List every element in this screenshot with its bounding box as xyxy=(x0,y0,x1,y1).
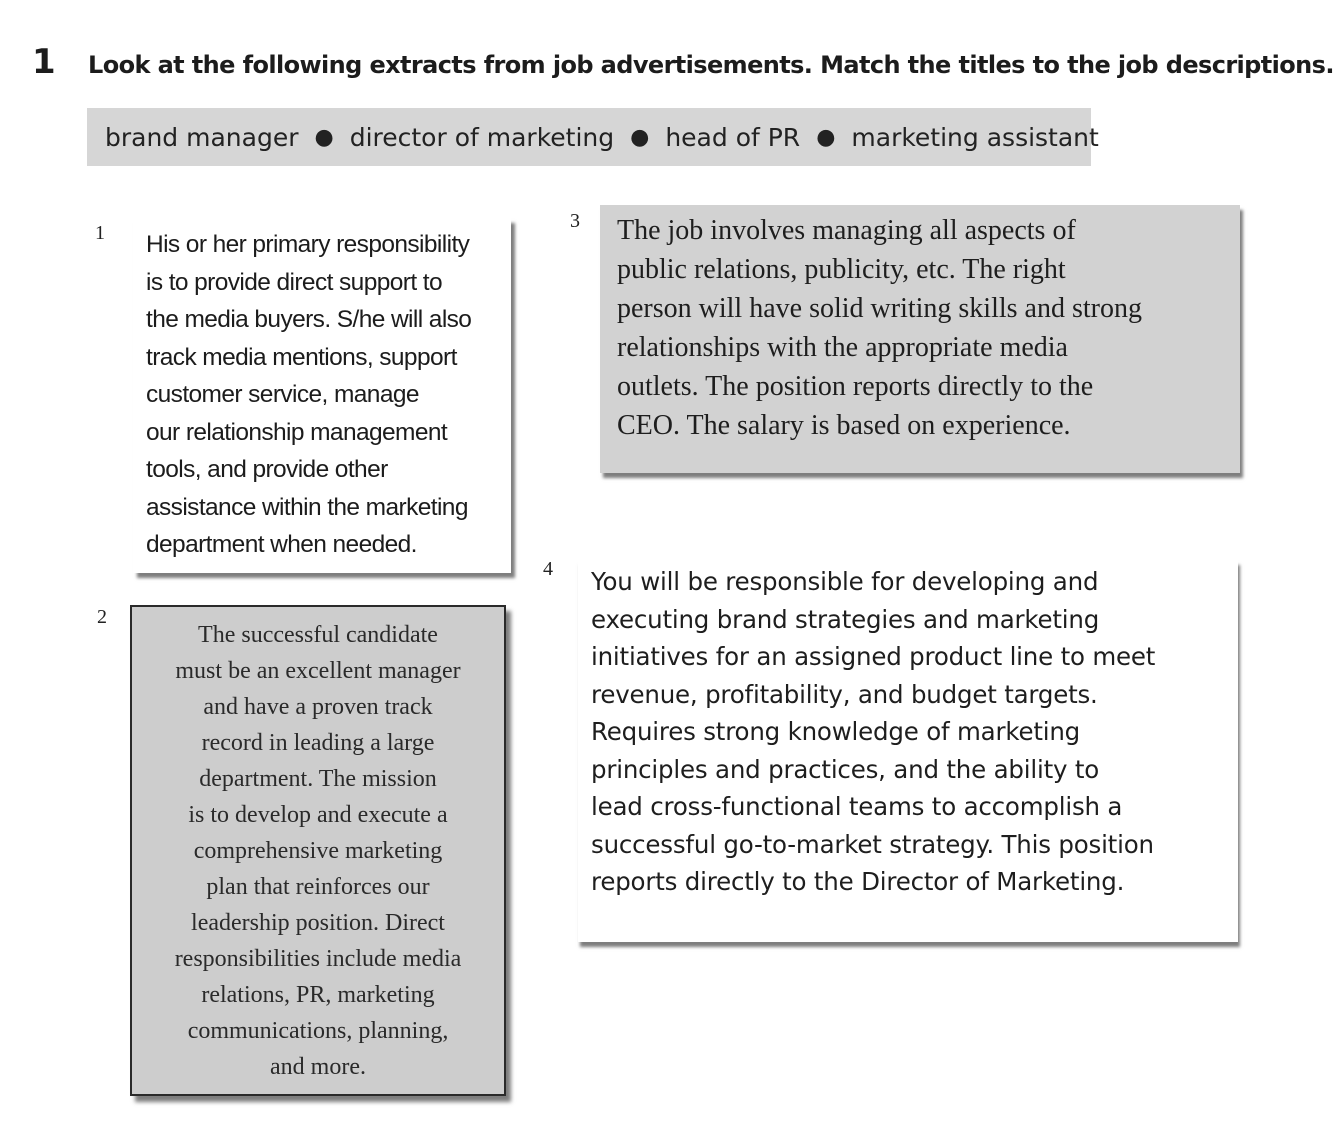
ad-line: tools, and provide other xyxy=(146,456,388,483)
job-titles-box xyxy=(87,108,1099,166)
ad-line: is to develop and execute a xyxy=(188,802,448,828)
exercise-number: 1 xyxy=(32,42,56,82)
ad-line: relations, PR, marketing xyxy=(201,982,435,1008)
ad-line: leadership position. Direct xyxy=(191,910,445,936)
ad-line: comprehensive marketing xyxy=(193,838,443,864)
ad-line: The job involves managing all aspects of xyxy=(617,215,1076,246)
ad-line: responsibilities include media xyxy=(174,946,462,972)
ad-line: initiatives for an assigned product line to meet xyxy=(591,642,1156,671)
ad-line: and have a proven track xyxy=(203,694,433,720)
ad-line: plan that reinforces our xyxy=(206,874,430,900)
ad-line: department when needed. xyxy=(146,531,417,558)
job-title-option: marketing assistant xyxy=(851,122,1099,152)
ad-line: His or her primary responsibility xyxy=(146,231,470,258)
job-title-option: brand manager xyxy=(105,122,299,152)
ad-number-3: 3 xyxy=(570,210,580,232)
ad-line: principles and practices, and the ability to xyxy=(591,754,1100,784)
ad-line: CEO. The salary is based on experience. xyxy=(617,410,1071,441)
ad-line: the media buyers. S/he will also xyxy=(146,306,472,333)
ad-line: lead cross-functional teams to accomplish a xyxy=(591,792,1123,821)
ad-line: public relations, publicity, etc. The right xyxy=(617,254,1066,285)
ad-line: relationships with the appropriate media xyxy=(617,332,1068,363)
ad-line: track media mentions, support xyxy=(146,343,457,371)
ad-line: must be an excellent manager xyxy=(175,658,461,684)
ad-line: customer service, manage xyxy=(146,381,419,408)
ad-line: Requires strong knowledge of marketing xyxy=(591,717,1081,746)
bullet-separator-icon: ● xyxy=(630,124,650,150)
job-ad-2 xyxy=(130,605,506,1096)
bullet-separator-icon: ● xyxy=(816,124,836,150)
ad-line: The successful candidate xyxy=(198,622,438,648)
job-title-option: director of marketing xyxy=(349,122,615,152)
ad-line: record in leading a large xyxy=(201,730,435,756)
ad-number-1: 1 xyxy=(95,222,105,244)
ad-line: person will have solid writing skills and strong xyxy=(617,293,1142,324)
bullet-separator-icon: ● xyxy=(314,124,334,150)
ad-line: revenue, profitability, and budget targets. xyxy=(591,679,1098,709)
ad-line: successful go-to-market strategy. This position xyxy=(591,829,1154,859)
ad-line: outlets. The position reports directly to the xyxy=(617,371,1094,402)
ad-line: executing brand strategies and marketing xyxy=(591,604,1100,634)
ad-line: our relationship management xyxy=(146,418,448,446)
job-ad-1 xyxy=(133,218,511,573)
job-ad-3 xyxy=(600,205,1240,473)
exercise-instruction: Look at the following extracts from job advertisements. Match the titles to the job descriptions. xyxy=(88,51,1334,79)
ad-number-2: 2 xyxy=(97,606,107,628)
job-ad-4 xyxy=(578,560,1238,942)
ad-line: communications, planning, xyxy=(187,1018,449,1044)
ad-line: assistance within the marketing xyxy=(146,493,468,521)
ad-line: is to provide direct support to xyxy=(146,268,442,296)
ad-number-4: 4 xyxy=(543,558,553,580)
job-title-option: head of PR xyxy=(665,122,801,152)
ad-line: You will be responsible for developing and xyxy=(591,567,1099,596)
ad-line: reports directly to the Director of Marketing. xyxy=(591,867,1125,896)
ad-line: department. The mission xyxy=(199,766,437,792)
ad-line: and more. xyxy=(270,1054,366,1080)
